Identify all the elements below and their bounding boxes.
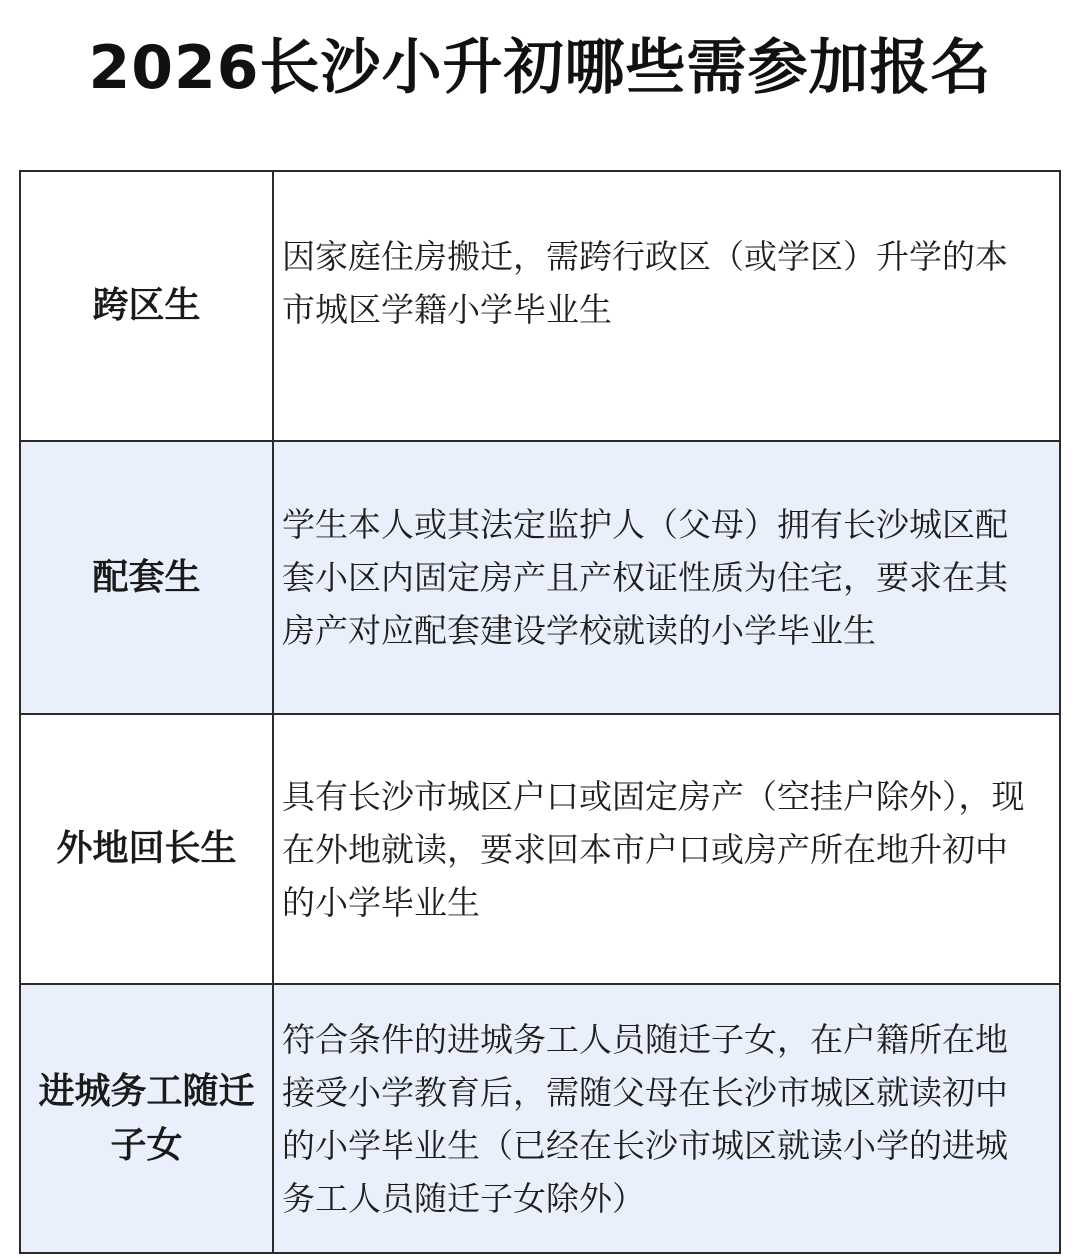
description-text: 学生本人或其法定监护人（父母）拥有长沙城区配套小区内固定房产且产权证性质为住宅，要求在其房产对应配套建设学校就读的小学毕业生 bbox=[282, 505, 1008, 650]
page-title: 2026长沙小升初哪些需参加报名 bbox=[88, 33, 992, 103]
category-description bbox=[274, 442, 1059, 713]
table-row bbox=[21, 713, 1059, 983]
category-description bbox=[274, 172, 1059, 440]
category-label: 进城务工随迁子女 bbox=[21, 985, 274, 1252]
description-text: 符合条件的进城务工人员随迁子女，在户籍所在地接受小学教育后，需随父母在长沙市城区就读初中的小学毕业生（已经在长沙市城区就读小学的进城务工人员随迁子女除外） bbox=[282, 1019, 1008, 1218]
category-description bbox=[274, 985, 1059, 1252]
table-row bbox=[21, 983, 1059, 1252]
category-description bbox=[274, 715, 1059, 983]
table-row bbox=[21, 172, 1059, 440]
category-label: 跨区生 bbox=[21, 172, 274, 440]
category-label: 配套生 bbox=[21, 442, 274, 713]
description-text: 因家庭住房搬迁，需跨行政区（或学区）升学的本市城区学籍小学毕业生 bbox=[282, 237, 1008, 329]
category-label: 外地回长生 bbox=[21, 715, 274, 983]
description-text: 具有长沙市城区户口或固定房产（空挂户除外），现在外地就读，要求回本市户口或房产所在地升初中的小学毕业生 bbox=[282, 776, 1025, 922]
eligibility-table bbox=[19, 170, 1061, 1254]
table-row bbox=[21, 440, 1059, 713]
